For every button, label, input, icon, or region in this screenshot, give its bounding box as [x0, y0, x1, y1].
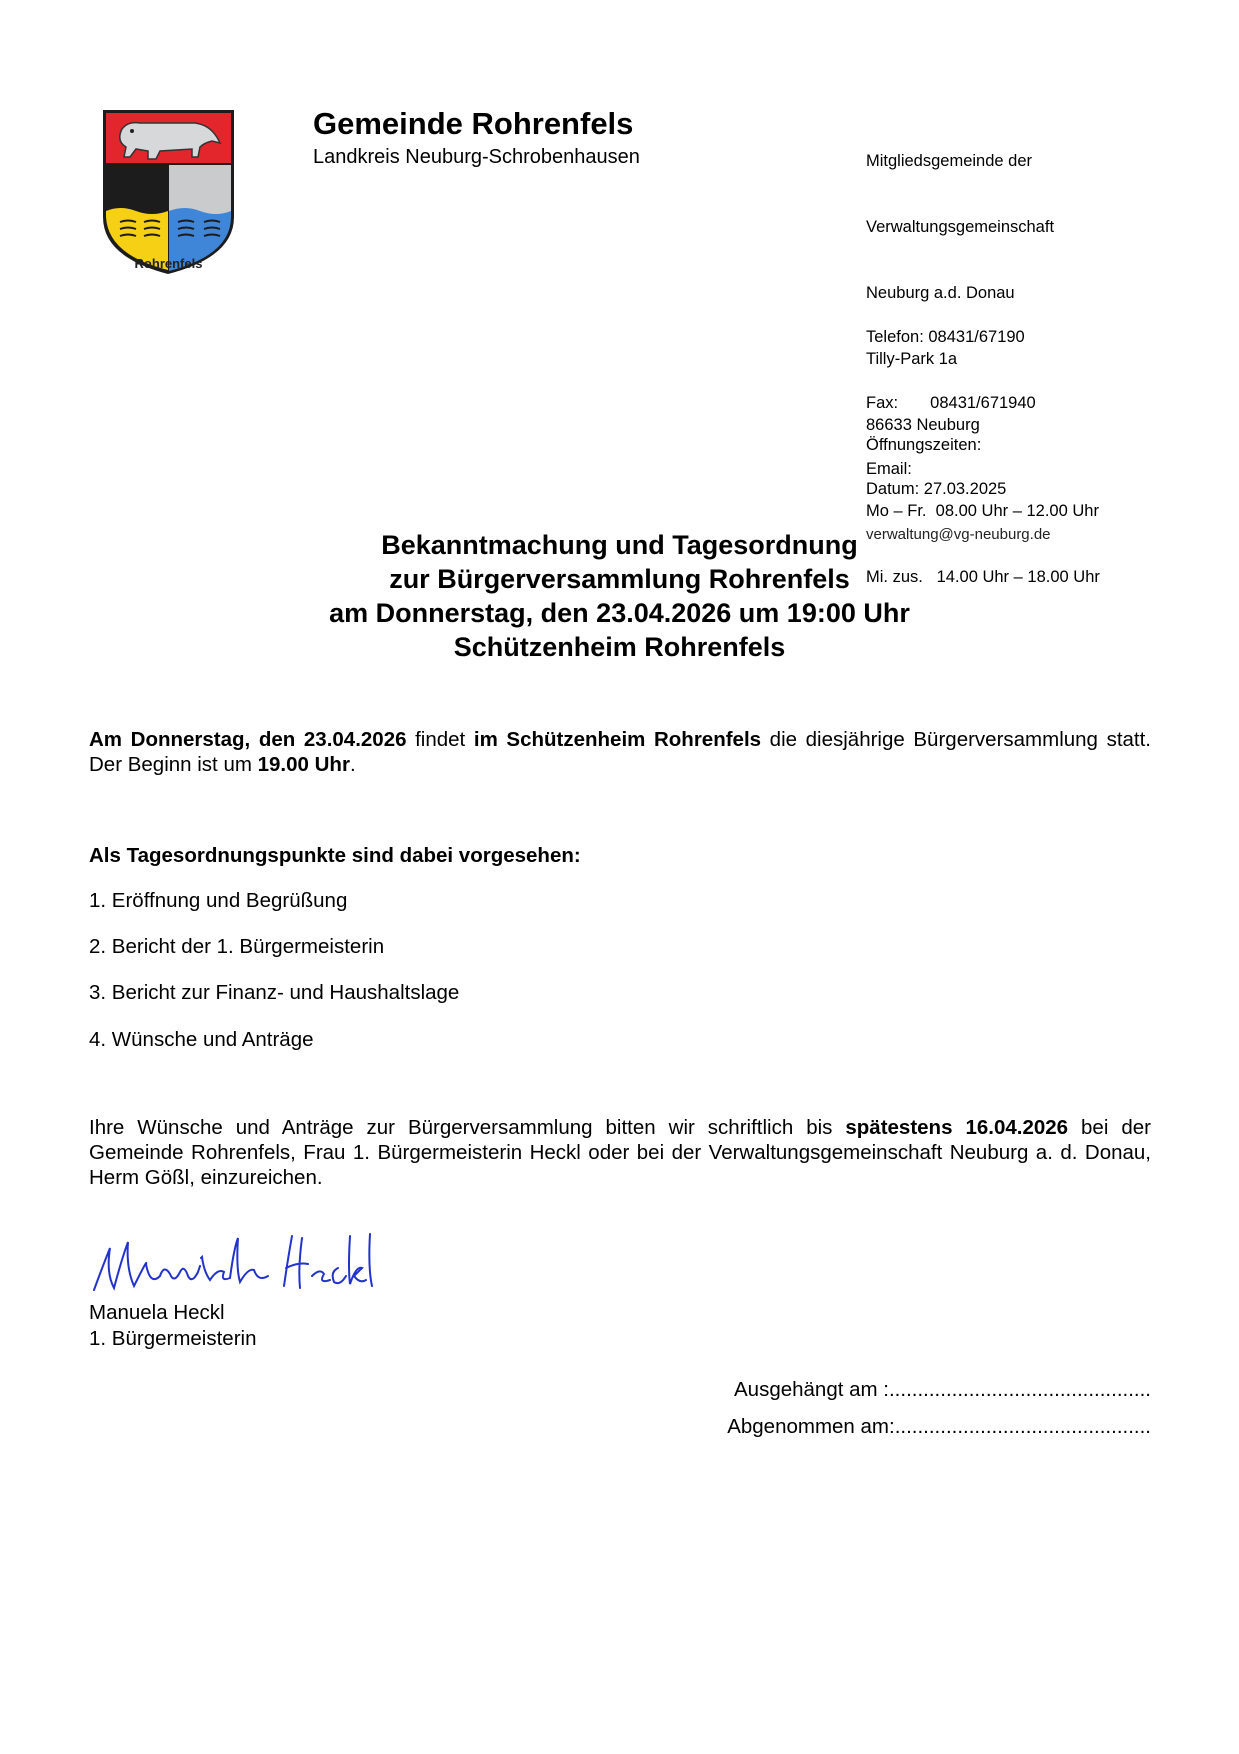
- headline-line: Bekanntmachung und Tagesordnung: [381, 530, 858, 560]
- document-date: Datum: 27.03.2025: [866, 480, 1007, 498]
- signer-name: Manuela Heckl: [89, 1301, 225, 1324]
- deadline: spätestens 16.04.2026: [845, 1116, 1069, 1139]
- agenda-heading: Als Tagesordnungspunkte sind dabei vorgesehen:: [89, 844, 581, 867]
- office-hours-line: Mo – Fr. 08.00 Uhr – 12.00 Uhr: [866, 502, 1099, 520]
- intro-text: die diesjährige Bürgerversammlung statt. Der Beginn ist um: [89, 728, 1151, 776]
- agenda-item: 1. Eröffnung und Begrüßung: [89, 889, 348, 912]
- closing-paragraph: [89, 1115, 1151, 1190]
- intro-location: im Schützenheim Rohrenfels: [473, 728, 762, 751]
- organization-title: Gemeinde Rohrenfels: [313, 106, 634, 141]
- headline-line: zur Bürgerversammlung Rohrenfels: [389, 564, 850, 594]
- coat-of-arms-icon: [100, 107, 237, 277]
- intro-text: findet: [406, 728, 474, 751]
- fax-number: Fax: 08431/671940: [866, 394, 1036, 412]
- signer-block: [89, 1300, 256, 1352]
- intro-time: 19.00 Uhr: [257, 753, 350, 776]
- closing-text: bei der Gemeinde Rohrenfels, Frau 1. Bürgermeisterin Heckl oder bei der Verwaltungsgemeinschaft Neuburg a. d. Donau, Herm Gößl, einzureichen.: [89, 1116, 1151, 1189]
- phone-number: Telefon: 08431/67190: [866, 328, 1025, 346]
- office-hours-label: Öffnungszeiten:: [866, 436, 982, 454]
- announcement-headline: [0, 528, 1239, 664]
- email-label: Email:: [866, 460, 912, 478]
- agenda-item: 2. Bericht der 1. Bürgermeisterin: [89, 935, 385, 958]
- posted-on-field: Ausgehängt am :..............................................: [734, 1378, 1151, 1401]
- intro-paragraph: [89, 727, 1151, 777]
- coat-of-arms-label: Rohrenfels: [134, 256, 203, 271]
- removed-on-field: Abgenommen am:.............................................: [727, 1415, 1151, 1438]
- address-line: Tilly-Park 1a: [866, 350, 958, 368]
- headline-line: am Donnerstag, den 23.04.2026 um 19:00 Uhr: [329, 598, 910, 628]
- handwritten-signature-icon: [88, 1228, 378, 1298]
- agenda-item: 4. Wünsche und Anträge: [89, 1028, 314, 1051]
- intro-date: Am Donnerstag, den 23.04.2026: [89, 728, 407, 751]
- address-line: 86633 Neuburg: [866, 416, 980, 434]
- office-hours-line: Mi. zus. 14.00 Uhr – 18.00 Uhr: [866, 568, 1100, 586]
- signer-role: 1. Bürgermeisterin: [89, 1327, 257, 1350]
- agenda-item: 3. Bericht zur Finanz- und Haushaltslage: [89, 981, 460, 1004]
- address-line: Mitgliedsgemeinde der: [866, 152, 1033, 170]
- intro-text: .: [349, 753, 356, 776]
- address-line: Neuburg a.d. Donau: [866, 284, 1015, 302]
- closing-text: Ihre Wünsche und Anträge zur Bürgerversammlung bitten wir schriftlich bis: [89, 1116, 846, 1139]
- email-address[interactable]: verwaltung@vg-neuburg.de: [866, 526, 1051, 543]
- address-line: Verwaltungsgemeinschaft: [866, 218, 1055, 236]
- organization-subtitle: Landkreis Neuburg-Schrobenhausen: [313, 146, 640, 168]
- headline-line: Schützenheim Rohrenfels: [453, 632, 786, 662]
